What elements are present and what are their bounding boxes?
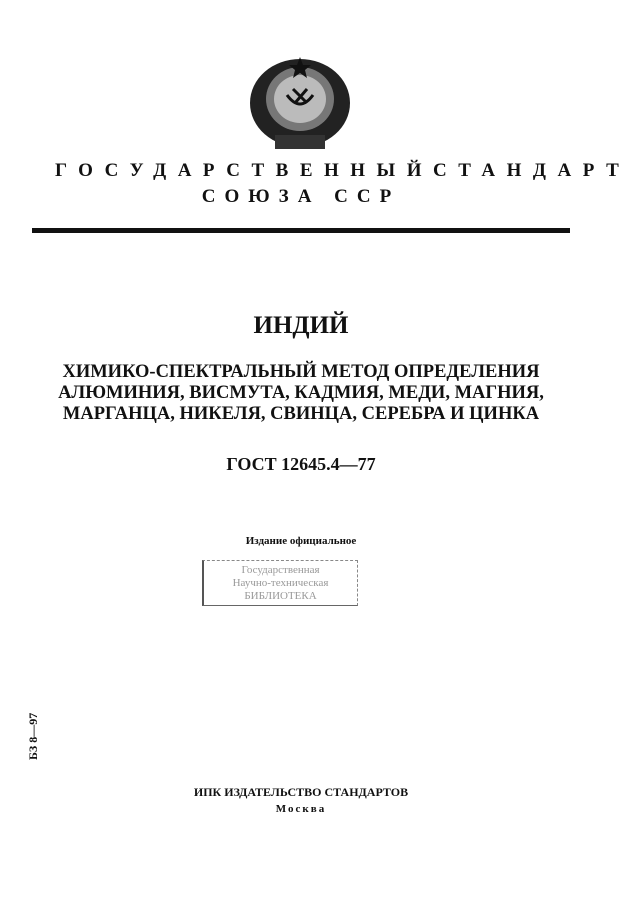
- header-word-1: ГОСУДАРСТВЕННЫЙ: [55, 160, 433, 181]
- edition-label: Издание официальное: [245, 535, 357, 547]
- stamp-line: Государственная: [241, 564, 320, 576]
- stamp-line: Научно-техническая: [232, 577, 329, 589]
- header-divider: [32, 228, 570, 233]
- standard-number: ГОСТ 12645.4—77: [226, 454, 376, 474]
- subtitle-line: ХИМИКО-СПЕКТРАЛЬНЫЙ МЕТОД ОПРЕДЕЛЕНИЯ: [62, 362, 540, 382]
- header-line-1: [55, 160, 630, 182]
- header-word-2: СТАНДАРТ: [432, 160, 630, 181]
- document-subtitle: [0, 362, 602, 425]
- side-code: БЗ 8—97: [26, 712, 40, 760]
- header-line-2: СОЮЗА ССР: [201, 186, 401, 207]
- stamp-line: БИБЛИОТЕКА: [244, 590, 317, 602]
- document-title: ИНДИЙ: [253, 312, 349, 339]
- publisher: ИПК ИЗДАТЕЛЬСТВО СТАНДАРТОВ: [193, 785, 409, 799]
- subtitle-line: МАРГАНЦА, НИКЕЛЯ, СВИНЦА, СЕРЕБРА И ЦИНКА: [62, 404, 540, 424]
- city: Москва: [275, 803, 327, 815]
- ussr-emblem: [245, 55, 355, 155]
- subtitle-line: АЛЮМИНИЯ, ВИСМУТА, КАДМИЯ, МЕДИ, МАГНИЯ,: [58, 383, 544, 403]
- library-stamp: [202, 560, 358, 606]
